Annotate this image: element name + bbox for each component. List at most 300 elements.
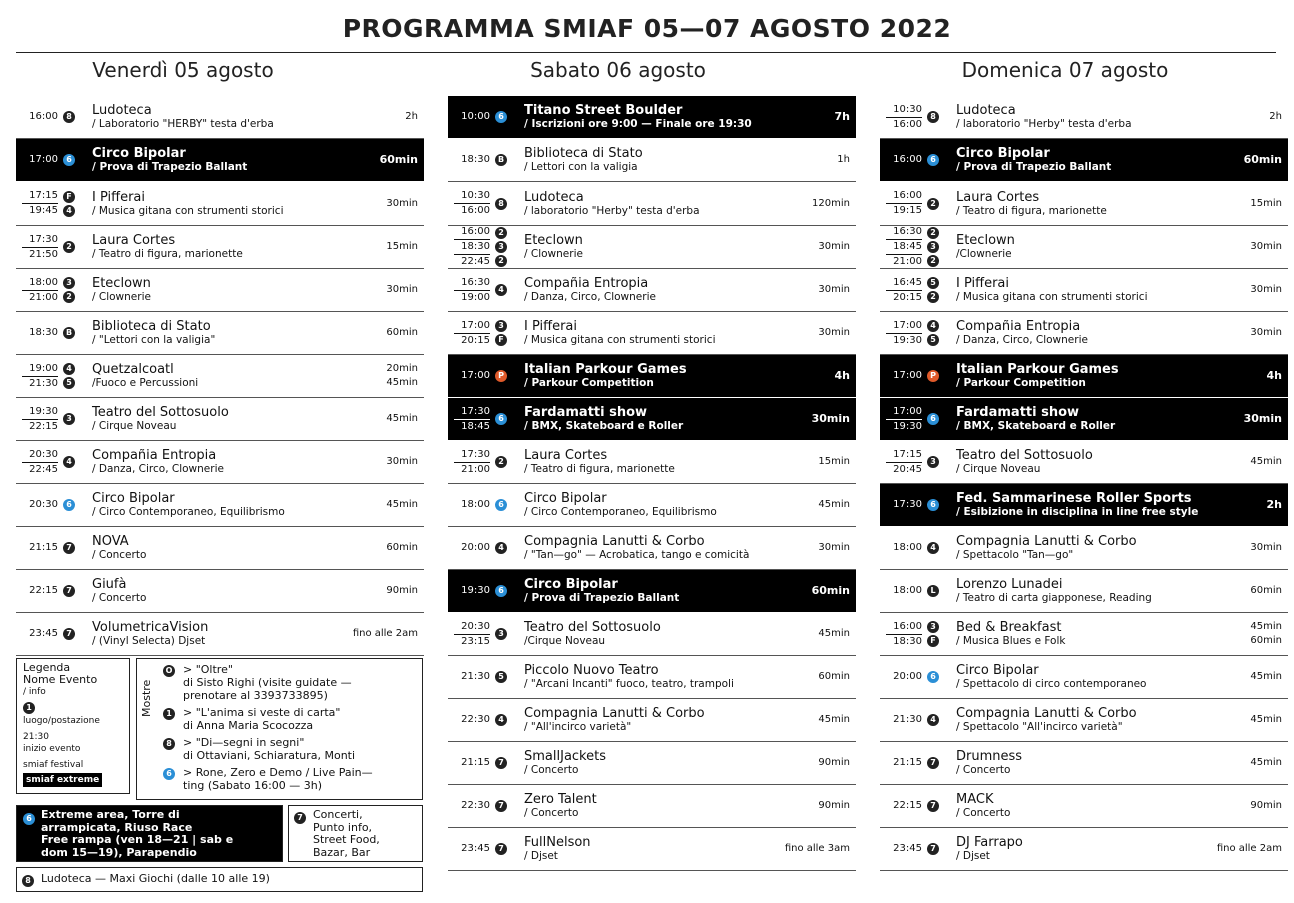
event-location-badges	[494, 484, 508, 526]
duration-value: 15min	[386, 241, 418, 252]
event-text	[956, 398, 1218, 440]
event-row	[448, 570, 856, 613]
event-duration	[818, 699, 850, 741]
duration-value: 45min	[818, 714, 850, 725]
event-duration	[837, 139, 850, 181]
event-times	[448, 398, 490, 440]
event-location-badges	[62, 570, 76, 612]
event-info: / Danza, Circo, Clownerie	[92, 463, 224, 475]
event-location-badges	[926, 398, 940, 440]
event-time: 20:30	[29, 499, 58, 510]
duration-value: 30min	[811, 412, 850, 425]
event-time: 18:30	[461, 154, 490, 165]
event-location-badges	[62, 484, 76, 526]
event-row	[16, 312, 424, 355]
event-name: Lorenzo Lunadei	[956, 577, 1063, 592]
event-location-badges	[494, 699, 508, 741]
event-row	[16, 484, 424, 527]
event-location-badges	[62, 269, 76, 311]
event-duration	[386, 182, 418, 225]
event-name: DJ Farrapo	[956, 835, 1023, 850]
event-info: / Spettacolo "All'incirco varietà"	[956, 721, 1123, 733]
event-duration	[818, 441, 850, 483]
event-time: 18:00	[461, 499, 490, 510]
event-duration	[1250, 656, 1282, 698]
mostra-line: > "Di—segni in segni"	[183, 736, 305, 749]
mostra-item	[161, 736, 418, 762]
event-text	[524, 96, 786, 138]
event-time: 17:00	[886, 405, 922, 420]
mostra-line: > "L'anima si veste di carta"	[183, 706, 341, 719]
event-name: Compagnia Lanutti & Corbo	[956, 706, 1137, 721]
event-info: / Spettacolo di circo contemporaneo	[956, 678, 1147, 690]
event-name: Compagnia Lanutti & Corbo	[524, 706, 705, 721]
duration-value: 30min	[1250, 327, 1282, 338]
event-text	[956, 96, 1218, 138]
event-time: 22:30	[461, 714, 490, 725]
event-time: 21:15	[461, 757, 490, 768]
legend-info-label: / info	[23, 687, 46, 697]
event-times	[16, 312, 58, 354]
event-info: / Cirque Noveau	[92, 420, 177, 432]
event-duration	[386, 226, 418, 268]
event-row	[448, 785, 856, 828]
location-badge: B	[495, 154, 507, 166]
day-heading: Domenica 07 agosto	[961, 58, 1169, 82]
event-times	[880, 742, 922, 784]
location-badge: 4	[63, 363, 75, 375]
event-duration	[1250, 742, 1282, 784]
event-time: 16:30	[886, 225, 922, 240]
event-time: 18:00	[893, 542, 922, 553]
event-location-badges	[926, 269, 940, 311]
location-badge: 3	[495, 320, 507, 332]
duration-value: 45min	[818, 628, 850, 639]
event-text	[956, 484, 1218, 526]
event-time: 20:30	[22, 448, 58, 463]
location-badge: 7	[927, 843, 939, 855]
event-text	[956, 441, 1218, 483]
event-times	[16, 226, 58, 268]
event-info: / Danza, Circo, Clownerie	[956, 334, 1088, 346]
event-row	[448, 269, 856, 312]
event-duration	[835, 96, 851, 138]
event-text	[956, 269, 1218, 311]
duration-value: 60min	[1250, 635, 1282, 646]
event-row	[448, 441, 856, 484]
event-time: 17:00	[886, 319, 922, 334]
location-badge: F	[927, 635, 939, 647]
duration-value: 7h	[834, 110, 850, 123]
event-location-badges	[494, 570, 508, 612]
location-badge: B	[63, 327, 75, 339]
event-duration	[818, 226, 850, 268]
event-row	[448, 699, 856, 742]
event-location-badges	[926, 656, 940, 698]
location-badge: 8	[495, 198, 507, 210]
location-badge: 7	[63, 585, 75, 597]
event-name: Ludoteca	[524, 189, 584, 205]
event-info: / Prova di Trapezio Ballant	[956, 161, 1112, 173]
event-times	[880, 699, 922, 741]
location-badge: 4	[927, 320, 939, 332]
duration-value: 90min	[1250, 800, 1282, 811]
event-time: 23:45	[893, 843, 922, 854]
event-time: 16:00	[29, 111, 58, 122]
event-duration	[1250, 613, 1282, 655]
event-time: 10:30	[454, 189, 490, 204]
event-info: / Spettacolo "Tan—go"	[956, 549, 1074, 561]
event-row	[880, 441, 1288, 484]
event-location-badges	[62, 96, 76, 138]
mostra-item	[161, 766, 418, 792]
duration-value: fino alle 2am	[1216, 843, 1282, 854]
event-duration	[818, 785, 850, 827]
event-location-badges	[926, 527, 940, 569]
event-name: Giufà	[92, 577, 127, 592]
extreme-area-box	[16, 805, 283, 862]
location-badge: 7	[495, 800, 507, 812]
mostra-badge: 1	[163, 708, 175, 720]
ludoteca-box	[16, 867, 423, 892]
location-badge: 4	[495, 284, 507, 296]
event-location-badges	[926, 139, 940, 181]
event-location-badges	[926, 699, 940, 741]
event-row	[880, 613, 1288, 656]
event-times	[448, 96, 490, 138]
title-divider	[16, 52, 1276, 53]
event-time: 20:30	[454, 620, 490, 635]
duration-value: 60min	[1250, 585, 1282, 596]
event-row	[880, 355, 1288, 398]
event-name: Circo Bipolar	[956, 663, 1039, 678]
duration-value: 60min	[386, 542, 418, 553]
location-badge: 7	[63, 542, 75, 554]
event-row	[880, 484, 1288, 527]
event-info: / Parkour Competition	[956, 377, 1086, 389]
extreme-line-3: Free rampa (ven 18—21 | sab e	[41, 833, 234, 846]
event-info: / Cirque Noveau	[956, 463, 1041, 475]
event-row	[880, 182, 1288, 226]
event-info: / Prova di Trapezio Ballant	[524, 592, 680, 604]
event-row	[16, 570, 424, 613]
concerti-line-2: Punto info,	[313, 820, 373, 834]
event-times	[448, 828, 490, 870]
event-duration	[818, 269, 850, 311]
mostra-badge: 8	[163, 738, 175, 750]
event-info: / Djset	[524, 850, 558, 862]
duration-value: 45min	[1250, 757, 1282, 768]
page-title: PROGRAMMA SMIAF 05—07 AGOSTO 2022	[342, 14, 952, 43]
event-time: 17:15	[22, 189, 58, 204]
event-location-badges	[494, 527, 508, 569]
event-times	[448, 484, 490, 526]
event-row	[16, 527, 424, 570]
event-location-badges	[494, 398, 508, 440]
location-badge: 4	[495, 714, 507, 726]
event-info: / Concerto	[524, 807, 579, 819]
extreme-area-badge: 6	[23, 813, 35, 825]
location-badge: 7	[927, 800, 939, 812]
event-info: /Cirque Noveau	[524, 635, 606, 647]
duration-value: 2h	[405, 111, 418, 122]
location-badge: 2	[63, 291, 75, 303]
event-times	[448, 613, 490, 655]
event-info: /Clownerie	[956, 248, 1012, 260]
event-row	[16, 441, 424, 484]
event-name: I Pifferai	[524, 319, 578, 334]
location-badge: 2	[495, 227, 507, 239]
event-duration	[386, 441, 418, 483]
location-badge: 3	[495, 241, 507, 253]
event-duration	[1250, 527, 1282, 569]
event-text	[524, 742, 786, 784]
event-info: / Laboratorio "HERBY" testa d'erba	[92, 118, 274, 130]
extreme-line-4: dom 15—19), Parapendio	[41, 845, 197, 859]
event-location-badges	[62, 312, 76, 354]
location-badge: 5	[63, 377, 75, 389]
event-location-badges	[494, 828, 508, 870]
event-text	[92, 139, 354, 181]
duration-value: 30min	[1243, 412, 1282, 425]
event-name: NOVA	[92, 534, 129, 549]
event-times	[880, 398, 922, 440]
event-text	[92, 182, 354, 225]
event-info: / Musica Blues e Folk	[956, 635, 1066, 647]
event-text	[956, 312, 1218, 354]
event-times	[880, 613, 922, 655]
event-text	[92, 441, 354, 483]
event-times	[880, 96, 922, 138]
event-time: 21:50	[29, 248, 58, 260]
day-heading: Venerdì 05 agosto	[92, 58, 274, 82]
event-name: Circo Bipolar	[92, 491, 175, 506]
event-info: / Clownerie	[92, 291, 151, 303]
event-info: / Iscrizioni ore 9:00 — Finale ore 19:30	[524, 118, 752, 130]
event-times	[16, 398, 58, 440]
duration-value: 120min	[812, 197, 850, 209]
event-name: Bed & Breakfast	[956, 620, 1062, 635]
event-name: Fardamatti show	[524, 405, 648, 420]
location-badge: 7	[495, 843, 507, 855]
event-info: / Teatro di carta giapponese, Reading	[956, 592, 1152, 604]
event-duration	[818, 613, 850, 655]
event-time: 22:15	[29, 420, 58, 432]
event-time: 16:30	[454, 276, 490, 291]
event-info: / Lettori con la valigia	[524, 161, 638, 173]
event-times	[16, 484, 58, 526]
event-time: 21:00	[893, 256, 922, 267]
duration-value: 90min	[818, 800, 850, 811]
event-location-badges	[62, 182, 76, 225]
event-info: / Circo Contemporaneo, Equilibrismo	[524, 506, 717, 518]
event-time: 20:15	[893, 291, 922, 303]
event-times	[880, 570, 922, 612]
event-info: / (Vinyl Selecta) Djset	[92, 635, 206, 647]
event-info: /Fuoco e Percussioni	[92, 377, 199, 389]
event-text	[92, 484, 354, 526]
event-duration	[1250, 785, 1282, 827]
event-time: 16:00	[893, 118, 922, 130]
duration-value: 30min	[818, 327, 850, 338]
event-row	[448, 613, 856, 656]
event-duration	[812, 182, 850, 225]
duration-value: 30min	[1250, 284, 1282, 295]
event-text	[524, 355, 786, 397]
legend-time-example: 21:30	[23, 732, 49, 742]
duration-value: 15min	[1250, 197, 1282, 209]
event-location-badges	[494, 656, 508, 698]
location-badge: F	[495, 334, 507, 346]
day-heading: Sabato 06 agosto	[530, 58, 706, 82]
event-row	[880, 785, 1288, 828]
event-info: / Danza, Circo, Clownerie	[524, 291, 656, 303]
event-location-badges	[62, 527, 76, 569]
concerti-box	[288, 805, 423, 862]
event-name: Teatro del Sottosuolo	[92, 405, 229, 420]
mostra-badge: O	[163, 665, 175, 677]
event-times	[448, 441, 490, 483]
duration-value: 45min	[1250, 714, 1282, 725]
event-duration	[380, 139, 418, 181]
event-times	[880, 226, 922, 268]
event-time: 18:30	[29, 327, 58, 338]
event-location-badges	[926, 570, 940, 612]
event-location-badges	[494, 785, 508, 827]
event-text	[956, 355, 1218, 397]
location-badge: 3	[927, 456, 939, 468]
event-location-badges	[926, 355, 940, 397]
event-info: / Clownerie	[524, 248, 583, 260]
event-time: 17:00	[461, 370, 490, 381]
duration-value: 15min	[818, 456, 850, 467]
location-badge: 2	[927, 255, 939, 267]
event-time: 16:45	[886, 276, 922, 291]
event-location-badges	[62, 613, 76, 655]
location-badge: 2	[495, 456, 507, 468]
event-times	[880, 139, 922, 181]
extreme-line-2: arrampicata, Riuso Race	[41, 820, 193, 834]
mostra-line: > "Oltre"	[183, 663, 233, 676]
event-time: 21:30	[29, 377, 58, 389]
mostra-line: di Anna Maria Scocozza	[183, 719, 314, 732]
location-badge: 4	[927, 714, 939, 726]
event-row	[16, 182, 424, 226]
duration-value: fino alle 3am	[784, 843, 850, 854]
event-time: 18:00	[893, 585, 922, 596]
event-info: / Djset	[956, 850, 990, 862]
location-badge: F	[63, 191, 75, 203]
event-info: / "Lettori con la valigia"	[92, 334, 216, 346]
event-duration	[386, 269, 418, 311]
event-time: 21:15	[893, 757, 922, 768]
event-duration	[386, 355, 418, 397]
event-name: Compagnia Lanutti & Corbo	[524, 534, 705, 549]
event-text	[956, 527, 1218, 569]
event-text	[92, 570, 354, 612]
event-times	[448, 226, 490, 268]
event-name: SmallJackets	[524, 749, 606, 764]
location-badge: 3	[927, 241, 939, 253]
event-text	[524, 484, 786, 526]
event-name: Teatro del Sottosuolo	[524, 620, 661, 635]
event-times	[880, 312, 922, 354]
event-name: Quetzalcoatl	[92, 362, 174, 377]
event-times	[448, 312, 490, 354]
event-name: Laura Cortes	[956, 189, 1040, 205]
event-row	[16, 398, 424, 441]
event-name: Piccolo Nuovo Teatro	[524, 663, 659, 678]
event-name: Circo Bipolar	[524, 577, 618, 592]
event-location-badges	[494, 441, 508, 483]
concerti-line-3: Street Food,	[313, 833, 380, 846]
event-time: 22:15	[29, 585, 58, 596]
location-badge: 3	[63, 413, 75, 425]
event-times	[448, 570, 490, 612]
event-info: / Circo Contemporaneo, Equilibrismo	[92, 506, 285, 518]
event-times	[16, 527, 58, 569]
duration-value: 60min	[386, 327, 418, 338]
event-times	[448, 355, 490, 397]
event-text	[92, 398, 354, 440]
event-duration	[353, 613, 418, 655]
event-location-badges	[926, 828, 940, 870]
event-times	[880, 828, 922, 870]
legend-extreme-label: smiaf extreme	[23, 773, 102, 787]
location-badge: 4	[927, 542, 939, 554]
event-time: 17:00	[454, 319, 490, 334]
event-info: / Concerto	[956, 807, 1011, 819]
event-duration	[1250, 570, 1282, 612]
event-time: 17:15	[886, 448, 922, 463]
event-location-badges	[62, 139, 76, 181]
event-row	[16, 226, 424, 269]
event-name: Eteclown	[956, 233, 1015, 248]
event-text	[92, 226, 354, 268]
legend-name-label: Nome Evento	[23, 673, 98, 686]
event-row	[448, 398, 856, 441]
event-times	[448, 742, 490, 784]
event-name: Laura Cortes	[524, 448, 608, 463]
mostra-line: di Sisto Righi (visite guidate —	[183, 676, 352, 689]
event-location-badges	[62, 441, 76, 483]
concerti-line-1: Concerti,	[313, 808, 363, 821]
duration-value: 45min	[818, 499, 850, 510]
event-location-badges	[494, 96, 508, 138]
event-name: Circo Bipolar	[956, 146, 1050, 161]
event-time: 21:00	[29, 291, 58, 303]
event-name: MACK	[956, 792, 994, 807]
event-text	[92, 269, 354, 311]
duration-value: 90min	[818, 757, 850, 768]
event-info: / "Arcani Incanti" fuoco, teatro, trampoli	[524, 678, 734, 690]
location-badge: 6	[927, 154, 939, 166]
event-name: Biblioteca di Stato	[92, 319, 211, 334]
duration-value: 30min	[1250, 542, 1282, 553]
event-time: 23:15	[461, 635, 490, 647]
location-badge: 6	[927, 413, 939, 425]
event-location-badges	[926, 226, 940, 268]
event-name: Laura Cortes	[92, 233, 176, 248]
event-info: / laboratorio "Herby" testa d'erba	[524, 204, 700, 217]
event-duration	[818, 656, 850, 698]
event-time: 19:15	[893, 205, 922, 216]
event-name: Eteclown	[92, 276, 151, 291]
duration-value: 60min	[818, 671, 850, 682]
event-time: 16:00	[886, 189, 922, 204]
event-time: 20:45	[893, 463, 922, 475]
event-row	[880, 226, 1288, 269]
